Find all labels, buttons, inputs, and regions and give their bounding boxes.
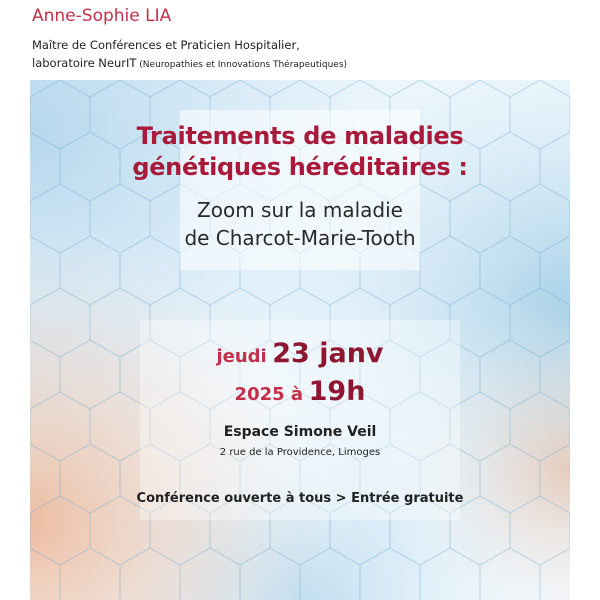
- event-subtitle-line1: Zoom sur la maladie: [197, 198, 403, 222]
- speaker-lab-name: laboratoire NeurIT: [32, 56, 137, 70]
- event-venue: Espace Simone Veil: [223, 424, 377, 440]
- event-access-info: Conférence ouverte à tous > Entrée gratuite: [136, 491, 464, 506]
- speaker-lab: [32, 56, 347, 70]
- speaker-name: Anne-Sophie LIA: [32, 6, 172, 26]
- speaker-lab-detail: (Neuropathies et Innovations Thérapeutiques): [136, 60, 348, 70]
- event-poster: [30, 80, 570, 600]
- event-year: 2025 à: [234, 384, 304, 405]
- event-year-time: [30, 376, 570, 407]
- speaker-title: Maître de Conférences et Praticien Hospitalier,: [32, 38, 300, 52]
- event-date: [30, 338, 570, 369]
- event-address: 2 rue de la Providence, Limoges: [219, 447, 381, 458]
- event-weekday: jeudi: [216, 346, 267, 367]
- event-time: 19h: [308, 376, 366, 407]
- event-subtitle-line2: de Charcot-Marie-Tooth: [184, 226, 416, 250]
- event-day-month: 23 janv: [272, 338, 384, 369]
- event-title-line1: Traitements de maladies: [136, 122, 464, 150]
- event-title-line2: génétiques héréditaires :: [132, 153, 468, 181]
